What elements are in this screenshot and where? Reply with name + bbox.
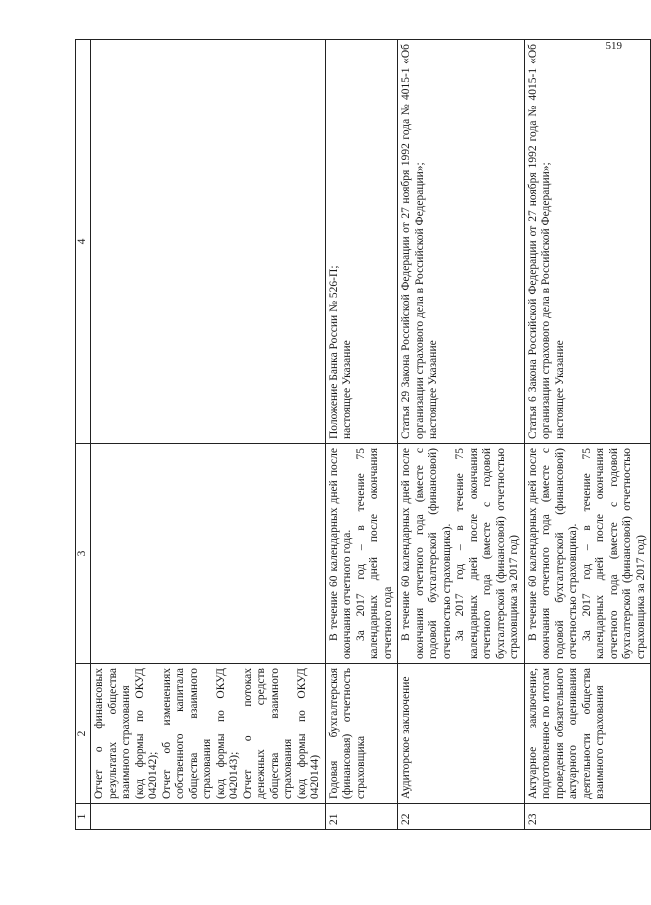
cell-line: Положение Банка России № 526-П;	[327, 265, 340, 439]
cell-line: В течение 60 календарных дней после окончания отчетного года.	[327, 448, 353, 659]
cell-line: Отчет о потоках денежных средств общества взаимного страхования	[241, 668, 294, 799]
header-cell-4: 4	[76, 40, 91, 444]
header-cell-3: 3	[76, 444, 91, 664]
legal-basis-cell	[91, 40, 326, 444]
reporting-table	[75, 39, 651, 830]
table-row	[325, 40, 398, 830]
header-row	[76, 40, 91, 830]
cell-line: Статья 29 Закона Российской Федерации от 27 ноября 1992 года № 4015-1 «Об организации страхового дела в Российской Федерации»;	[400, 44, 426, 439]
document-name-cell	[524, 664, 651, 804]
table-row	[91, 40, 326, 830]
cell-line: (код формы по ОКУД 0420143);	[214, 668, 240, 799]
deadline-cell	[524, 444, 651, 664]
cell-line: В течение 60 календарных дней после окончания отчетного года (вместе с годовой бухгалтерской (финансовой) отчетностью страховщика).	[526, 448, 579, 659]
document-name-cell	[325, 664, 398, 804]
cell-line: За 2017 год – в течение 75 календарных дней после окончания отчетного года (вместе с годовой бухгалтерской (финансовой) отчетностью страховщика за 2017 год)	[580, 448, 647, 659]
cell-line: В течение 60 календарных дней после окончания отчетного года (вместе с годовой бухгалтерской (финансовой) отчетностью страховщика).	[400, 448, 453, 659]
cell-line: Статья 6 Закона Российской Федерации от 27 ноября 1992 года № 4015-1 «Об организации страхового дела в Российской Федерации»;	[526, 44, 552, 439]
cell-line: Отчет об изменениях собственного капитала общества взаимного страхования	[160, 668, 213, 799]
header-cell-1: 1	[76, 804, 91, 830]
cell-line: Актуарное заключение, подготовленное по итогам проведения обязательного актуарного оценивания деятельности общества взаимного страхования	[526, 668, 606, 799]
document-name-cell	[398, 664, 525, 804]
cell-line: Годовая бухгалтерская (финансовая) отчетность страховщика	[327, 668, 367, 799]
table-row	[398, 40, 525, 830]
legal-basis-cell	[325, 40, 398, 444]
cell-line: Аудиторское заключение	[400, 676, 412, 799]
cell-line: (код формы по ОКУД 0420142);	[133, 668, 159, 799]
table-row	[524, 40, 651, 830]
row-number: 21	[325, 804, 398, 830]
cell-line: За 2017 год – в течение 75 календарных дней после окончания отчетного года	[354, 448, 394, 659]
cell-line: (код формы по ОКУД 0420144)	[295, 668, 321, 799]
cell-line: настоящее Указание	[427, 340, 439, 439]
header-cell-2: 2	[76, 664, 91, 804]
cell-line: настоящее Указание	[553, 340, 566, 439]
cell-line: За 2017 год – в течение 75 календарных дней после окончания отчетного года (вместе с годовой бухгалтерской (финансовой) отчетностью страховщика за 2017 год)	[454, 448, 520, 659]
deadline-cell	[91, 444, 326, 664]
legal-basis-cell	[524, 40, 651, 444]
row-number: 23	[524, 804, 651, 830]
legal-basis-cell	[398, 40, 525, 444]
row-number	[91, 804, 326, 830]
page-number: 519	[605, 40, 622, 52]
deadline-cell	[398, 444, 525, 664]
cell-line: настоящее Указание	[341, 340, 353, 439]
deadline-cell	[325, 444, 398, 664]
row-number: 22	[398, 804, 525, 830]
document-name-cell	[91, 664, 326, 804]
cell-line: Отчет о финансовых результатах общества взаимного страхования	[93, 668, 132, 799]
